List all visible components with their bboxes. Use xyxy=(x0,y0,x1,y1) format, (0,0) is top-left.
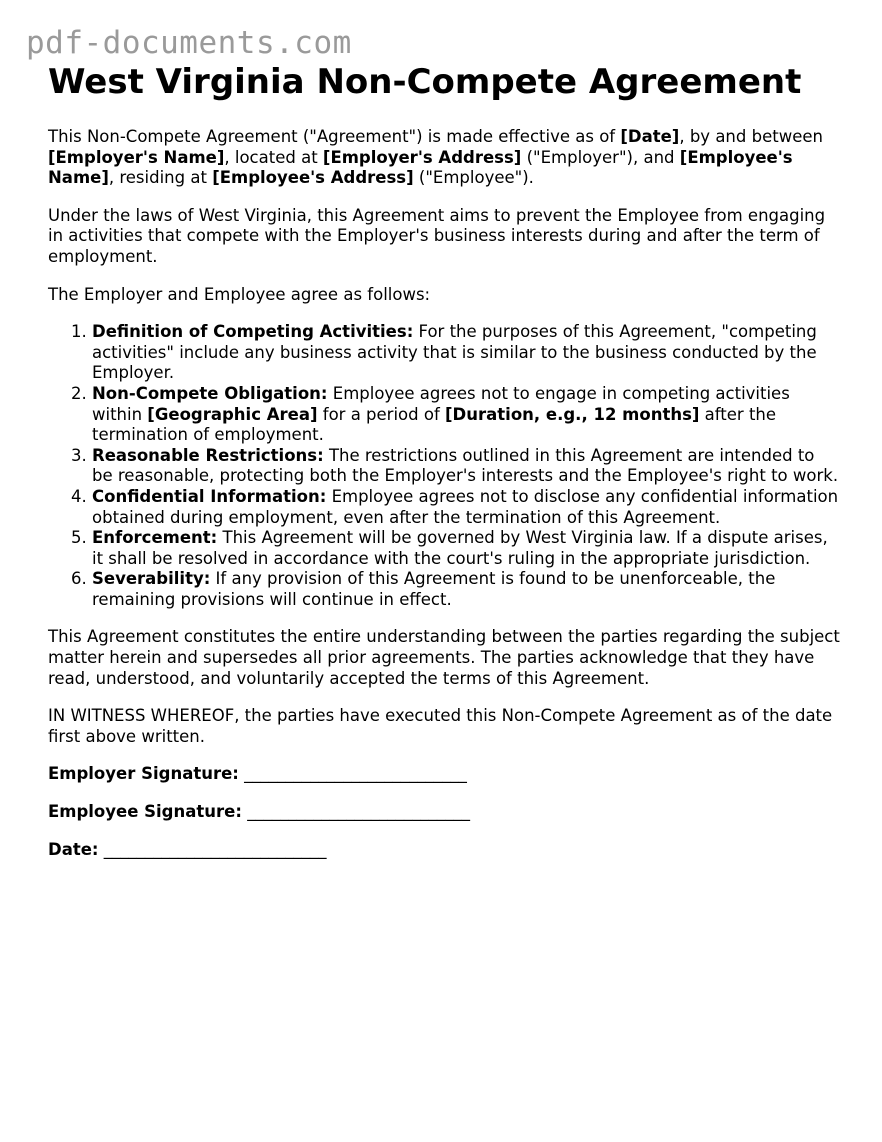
term-text: for a period of xyxy=(317,404,446,424)
employer-name-placeholder: [Employer's Name] xyxy=(48,147,225,167)
term-heading: Non-Compete Obligation: xyxy=(92,383,328,403)
watermark: pdf-documents.com xyxy=(26,25,352,61)
employee-address-placeholder: [Employee's Address] xyxy=(212,168,414,188)
term-text: The restrictions outlined in this Agreement are intended to be reasonable, protecting both the Employer's interests and the Employee's right to work. xyxy=(92,445,839,486)
intro-text: , located at xyxy=(224,147,323,167)
term-text: Employee agrees not to engage in competing activities within xyxy=(92,383,790,424)
term-heading: Definition of Competing Activities: xyxy=(92,322,414,342)
date-placeholder: [Date] xyxy=(620,127,680,146)
employer-address-placeholder: [Employer's Address] xyxy=(322,147,522,167)
term-text: If any provision of this Agreement is found to be unenforceable, the remaining provisions will continue in effect. xyxy=(92,569,776,609)
employee-name-placeholder: [Employee's Name] xyxy=(48,147,793,188)
term-heading: Severability: xyxy=(92,569,211,589)
list-item xyxy=(92,528,840,569)
agree-intro-paragraph: The Employer and Employee agree as follows: xyxy=(48,284,431,304)
employer-signature-label: Employer Signature: xyxy=(48,764,239,784)
list-item xyxy=(92,322,840,384)
employee-signature-blank[interactable]: ___________________________ xyxy=(241,802,470,822)
intro-text: , by and between xyxy=(679,127,823,146)
geographic-area-placeholder: [Geographic Area] xyxy=(147,404,318,424)
list-item xyxy=(92,446,840,487)
date-signature-line[interactable] xyxy=(48,840,840,861)
term-text: after the termination of employment. xyxy=(92,404,777,445)
intro-text: ("Employer"), and xyxy=(521,147,680,167)
duration-placeholder: [Duration, e.g., 12 months] xyxy=(445,404,700,424)
term-text: Employee agrees not to disclose any confidential information obtained during employment, even after the termination of this Agreement. xyxy=(92,486,839,527)
witness-paragraph: IN WITNESS WHEREOF, the parties have executed this Non-Compete Agreement as of the date first above written. xyxy=(48,706,833,746)
term-text: This Agreement will be governed by West Virginia law. If a dispute arises, it shall be resolved in accordance with the court's ruling in the appropriate jurisdiction. xyxy=(92,528,828,568)
document-body xyxy=(48,127,840,877)
intro-text: This Non-Compete Agreement ("Agreement") is made effective as of xyxy=(48,127,621,146)
intro-text: , residing at xyxy=(108,168,213,188)
entire-agreement-paragraph: This Agreement constitutes the entire understanding between the parties regarding the subject matter herein and supersedes all prior agreements. The parties acknowledge that they have read, understood, and voluntarily accepted the terms of this Agreement. xyxy=(48,627,840,688)
list-item xyxy=(92,569,840,610)
list-item xyxy=(92,487,840,528)
list-item xyxy=(92,384,840,446)
terms-list xyxy=(48,322,840,610)
term-heading: Enforcement: xyxy=(92,528,218,548)
date-label: Date: xyxy=(48,839,99,859)
purpose-paragraph: Under the laws of West Virginia, this Agreement aims to prevent the Employee from engaging in activities that compete with the Employer's business interests during and after the term of employment. xyxy=(48,205,826,266)
employee-signature-line[interactable] xyxy=(48,802,840,823)
document-title: West Virginia Non-Compete Agreement xyxy=(48,62,802,102)
intro-text: ("Employee"). xyxy=(413,168,534,188)
term-heading: Reasonable Restrictions: xyxy=(92,445,324,465)
date-blank[interactable]: ___________________________ xyxy=(98,839,327,859)
employer-signature-line[interactable] xyxy=(48,764,840,785)
employer-signature-blank[interactable]: ___________________________ xyxy=(238,764,467,784)
intro-paragraph xyxy=(48,127,840,189)
employee-signature-label: Employee Signature: xyxy=(48,802,242,822)
term-text: For the purposes of this Agreement, "competing activities" include any business activity that is similar to the business conducted by the Employer. xyxy=(92,322,817,383)
term-heading: Confidential Information: xyxy=(92,486,327,506)
